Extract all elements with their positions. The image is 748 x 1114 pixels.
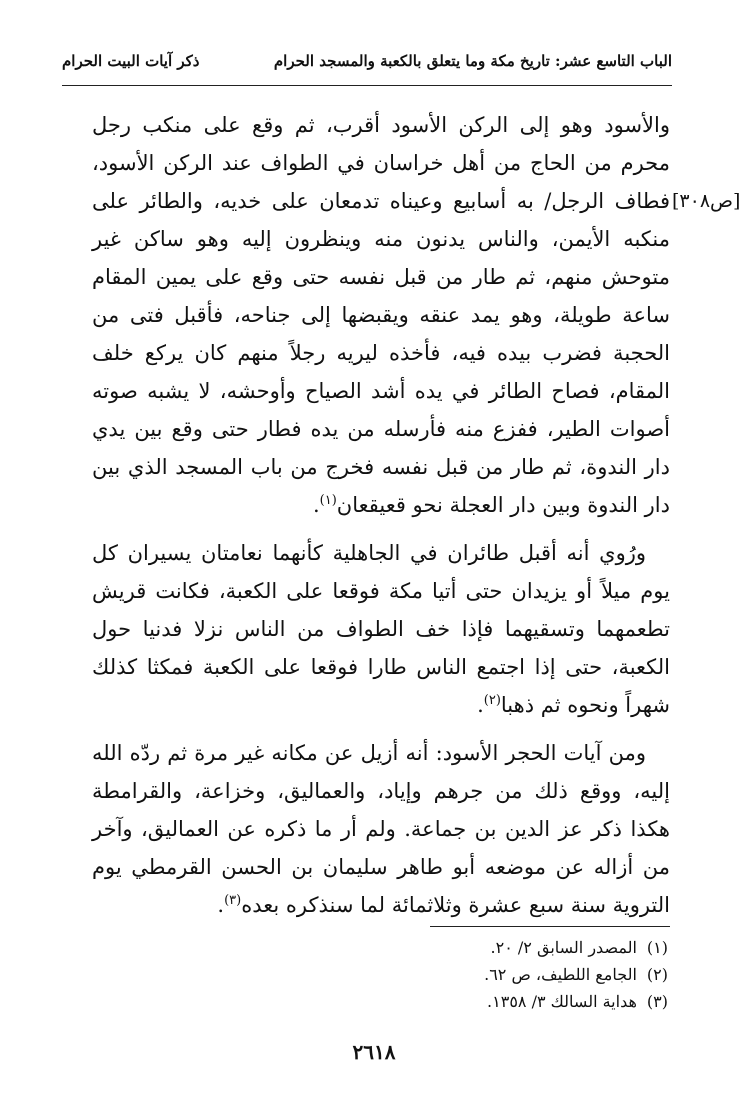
- margin-page-marker: [ص٣٠٨]: [672, 190, 741, 212]
- paragraph-3-text: ومن آيات الحجر الأسود: أنه أزيل عن مكانه غير مرة ثم ردّه الله إليه، ووقع ذلك من جرهم وإياد، والعماليق، وخزاعة، والقرامطة هكذا ذكر عز الدين بن جماعة. ولم أر ما ذكره عن العماليق، وآخر من أزاله عن موضعه أبو طاهر سليمان بن الحسن القرمطي يوم التروية سنة سبع عشرة وثلاثمائة لما سنذكره بعده: [92, 741, 670, 917]
- paragraph-2-text: ورُوي أنه أقبل طائران في الجاهلية كأنهما نعامتان يسيران كل يوم ميلاً أو يزيدان حتى أتيا مكة فوقعا على الكعبة، فكانت قريش تطعمهما وتسقيهما فإذا خف الطواف من الناس نزلا فدنيا حول الكعبة، حتى إذا اجتمع الناس طارا فوقعا على الكعبة فمكثا كذلك شهراً ونحوه ثم ذهبا: [92, 541, 670, 717]
- book-title: ذكر آيات البيت الحرام: [62, 52, 200, 70]
- paragraph-3-end: .: [217, 893, 225, 917]
- paragraph-1-text: والأسود وهو إلى الركن الأسود أقرب، ثم وقع على منكب رجل محرم من الحاج من أهل خراسان في الطواف عند الركن الأسود، فطاف الرجل/ به أسابيع وعيناه تدمعان على خديه، والطائر على منكبه الأيمن، والناس يدنون منه وينظرون إليه وهو ساكن غير متوحش منهم، ثم طار من قبل نفسه حتى وقع على يمين المقام ساعة طويلة، وهو يمد عنقه ويقبضها إلى جناحه، فأقبل فتى من الحجبة فضرب بيده فيه، فأخذه ليريه رجلاً منهم كان يركع خلف المقام، فصاح الطائر في يده أشد الصياح وأوحشه، لا يشبه صوته أصوات الطير، ففزع منه فأرسله من يده فطار حتى وقع بين يدي دار الندوة، ثم طار من قبل نفسه فخرج من باب المسجد الذي بين دار الندوة وبين دار العجلة نحو قعيقعان: [92, 113, 670, 517]
- footnote-item: [300, 934, 668, 961]
- header-divider: [62, 85, 672, 86]
- main-text: [92, 106, 670, 934]
- footnotes: [300, 934, 668, 1015]
- paragraph-1-end: .: [312, 493, 320, 517]
- paragraph-2: [92, 534, 670, 724]
- paragraph-3: [92, 734, 670, 924]
- running-header: [62, 52, 672, 82]
- footnote-item: [300, 961, 668, 988]
- footnote-text: هداية السالك ٣/ ١٣٥٨.: [487, 992, 637, 1011]
- paragraph-2-end: .: [477, 693, 484, 717]
- footnote-item: [300, 988, 668, 1015]
- footnote-number: (١): [646, 938, 668, 957]
- footnote-ref-2: (٢): [483, 693, 501, 708]
- footnote-text: الجامع اللطيف، ص ٦٢.: [484, 965, 637, 984]
- footnote-ref-3: (٣): [224, 893, 242, 908]
- page-number: ٢٦١٨: [352, 1040, 396, 1064]
- footnote-number: (٣): [646, 992, 668, 1011]
- footnote-divider: [430, 926, 670, 927]
- paragraph-1: [92, 106, 670, 524]
- footnote-ref-1: (١): [319, 493, 337, 508]
- footnote-text: المصدر السابق ٢/ ٢٠.: [490, 938, 637, 957]
- chapter-title: الباب التاسع عشر: تاريخ مكة وما يتعلق بالكعبة والمسجد الحرام: [273, 52, 672, 70]
- footnote-number: (٢): [646, 965, 668, 984]
